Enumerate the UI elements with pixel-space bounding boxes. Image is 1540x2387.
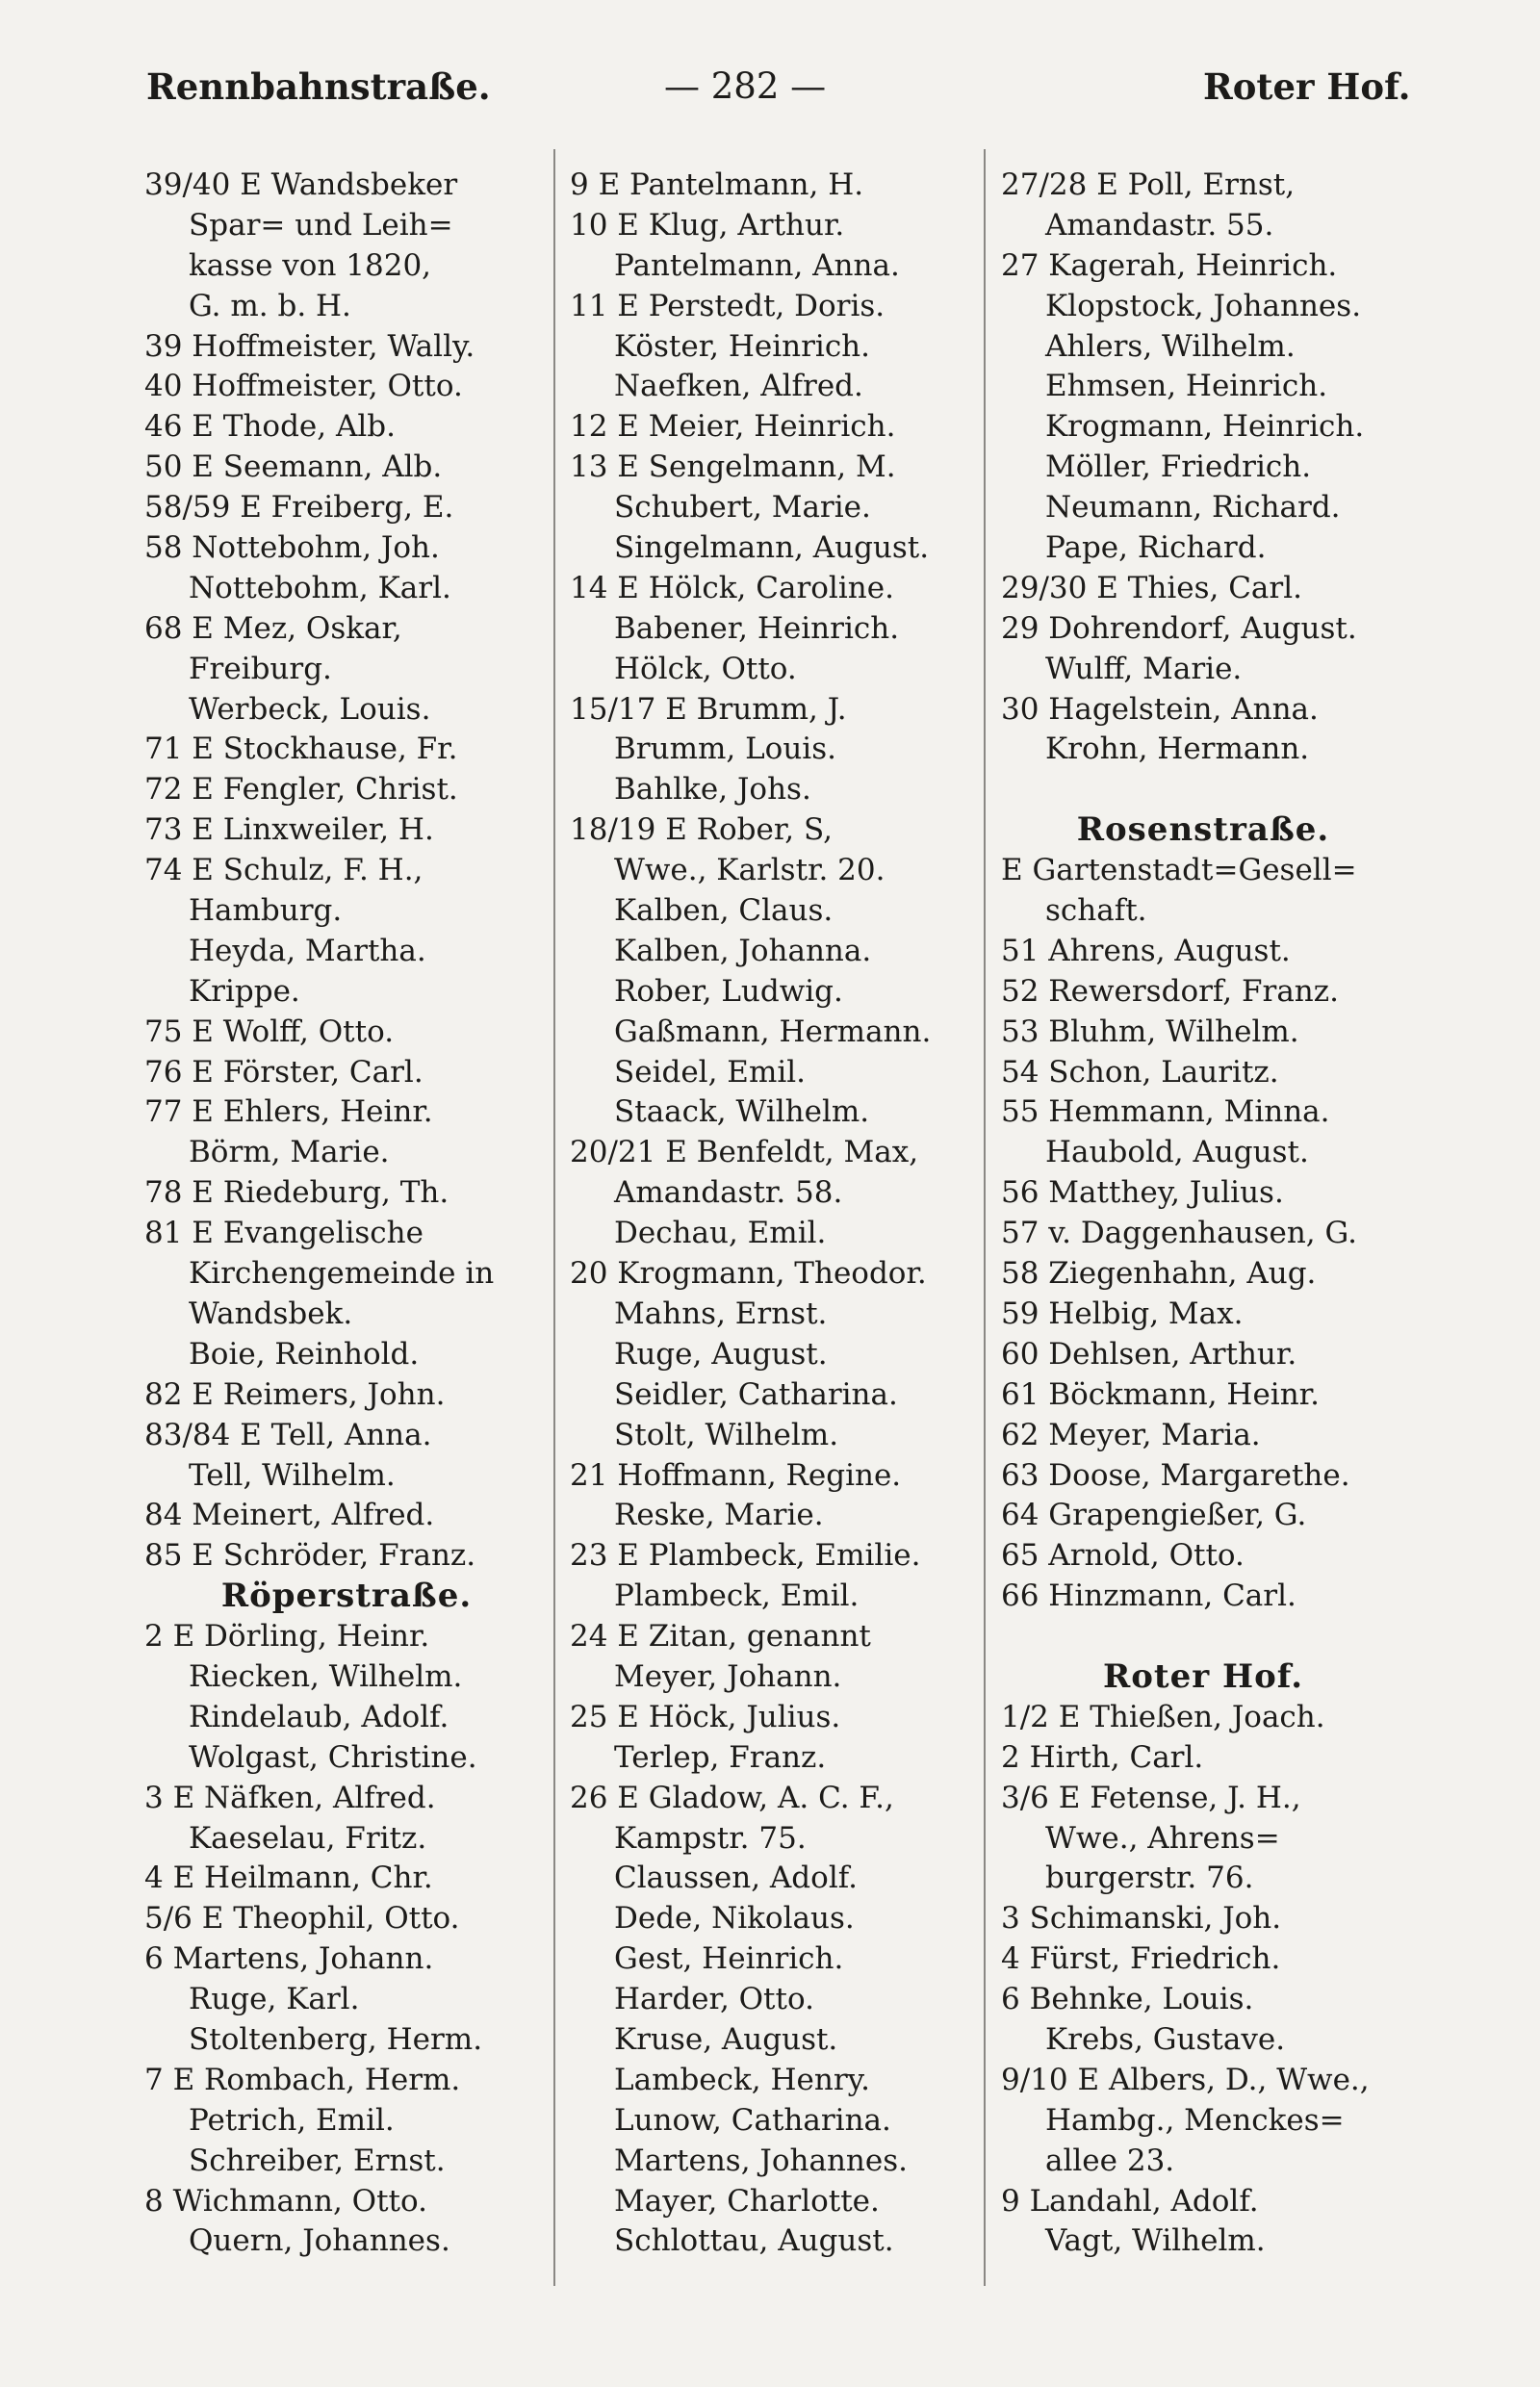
directory-entry: 54 Schon, Lauritz.	[1001, 1054, 1279, 1090]
directory-entry: 58/59 E Freiberg, E.	[144, 490, 454, 526]
directory-entry: 1/2 E Thießen, Joach.	[1001, 1699, 1325, 1734]
directory-entry: 21 Hoffmann, Regine.	[570, 1457, 902, 1493]
directory-entry: burgerstr. 76.	[1045, 1861, 1254, 1896]
directory-entry: 29 Dohrendorf, August.	[1001, 610, 1357, 646]
directory-entry: 78 E Riedeburg, Th.	[144, 1175, 449, 1211]
directory-entry: 6 Behnke, Louis.	[1001, 1982, 1254, 2017]
directory-entry: Hölck, Otto.	[614, 651, 797, 686]
directory-entry: 39 Hoffmeister, Wally.	[144, 328, 475, 364]
directory-entry: 84 Meinert, Alfred.	[144, 1498, 435, 1533]
directory-entry: Meyer, Johann.	[614, 1658, 842, 1694]
spacer	[1001, 1617, 1405, 1657]
directory-entry: Köster, Heinrich.	[614, 328, 870, 364]
directory-entry: 50 E Seemann, Alb.	[144, 449, 443, 485]
directory-entry: Wolgast, Christine.	[189, 1739, 477, 1775]
directory-entry: 9 E Pantelmann, H.	[570, 167, 864, 202]
directory-entry: Stoltenberg, Herm.	[189, 2021, 483, 2057]
directory-entry: Seidler, Catharina.	[614, 1376, 898, 1412]
directory-entry: 3 Schimanski, Joh.	[1001, 1901, 1282, 1937]
directory-entry: 9 Landahl, Adolf.	[1001, 2183, 1259, 2219]
directory-entry: 60 Dehlsen, Arthur.	[1001, 1336, 1297, 1372]
directory-entry: Tell, Wilhelm.	[189, 1457, 396, 1493]
running-head-right: Roter Hof.	[1203, 65, 1411, 108]
directory-entry: Boie, Reinhold.	[189, 1336, 420, 1372]
directory-entry: 68 E Mez, Oskar,	[144, 610, 402, 646]
directory-entry: 59 Helbig, Max.	[1001, 1296, 1244, 1331]
directory-entry: 5/6 E Theophil, Otto.	[144, 1901, 460, 1937]
street-heading: Röperstraße.	[220, 1577, 473, 1616]
directory-entry: 57 v. Daggenhausen, G.	[1001, 1216, 1358, 1251]
directory-entry: 76 E Förster, Carl.	[144, 1054, 424, 1090]
directory-entry: 10 E Klug, Arthur.	[570, 207, 845, 243]
directory-entry: 4 E Heilmann, Chr.	[144, 1861, 433, 1896]
directory-entry: 6 Martens, Johann.	[144, 1941, 434, 1977]
directory-entry: 23 E Plambeck, Emilie.	[570, 1538, 921, 1574]
running-head-left: Rennbahnstraße.	[146, 65, 491, 108]
directory-entry: 53 Bluhm, Wilhelm.	[1001, 1014, 1299, 1049]
directory-entry: 4 Fürst, Friedrich.	[1001, 1941, 1281, 1977]
directory-entry: Brumm, Louis.	[614, 732, 836, 767]
directory-entry: Harder, Otto.	[614, 1982, 814, 2017]
directory-entry: Mahns, Ernst.	[614, 1296, 828, 1331]
directory-entry: Kirchengemeinde in	[189, 1256, 495, 1292]
directory-entry: Krippe.	[189, 973, 300, 1009]
directory-entry: Quern, Johannes.	[189, 2223, 450, 2259]
directory-column-1	[144, 166, 549, 2262]
directory-entry: Kalben, Johanna.	[614, 933, 872, 968]
directory-entry: 81 E Evangelische	[144, 1216, 424, 1251]
directory-entry: 73 E Linxweiler, H.	[144, 812, 434, 848]
directory-column-2	[570, 166, 974, 2262]
directory-entry: Singelmann, August.	[614, 530, 930, 566]
directory-entry: Lambeck, Henry.	[614, 2062, 870, 2097]
directory-entry: 74 E Schulz, F. H.,	[144, 853, 424, 888]
directory-entry: Werbeck, Louis.	[189, 691, 431, 727]
directory-entry: 77 E Ehlers, Heinr.	[144, 1094, 433, 1130]
directory-entry: Terlep, Franz.	[614, 1739, 827, 1775]
directory-entry: Pape, Richard.	[1045, 530, 1267, 566]
directory-entry: schaft.	[1045, 893, 1147, 929]
directory-entry: Neumann, Richard.	[1045, 490, 1341, 526]
directory-entry: Wwe., Karlstr. 20.	[614, 853, 886, 888]
directory-entry: 82 E Reimers, John.	[144, 1376, 446, 1412]
directory-entry: Schlottau, August.	[614, 2223, 894, 2259]
page-header	[0, 65, 1540, 116]
directory-entry: Wwe., Ahrens=	[1045, 1820, 1280, 1856]
directory-entry: Nottebohm, Karl.	[189, 570, 451, 605]
directory-column-3	[1001, 166, 1405, 2262]
directory-entry: 39/40 E Wandsbeker	[144, 167, 458, 202]
directory-entry: Amandastr. 58.	[614, 1175, 843, 1211]
directory-entry: 51 Ahrens, August.	[1001, 933, 1291, 968]
directory-entry: 20 Krogmann, Theodor.	[570, 1256, 927, 1292]
directory-entry: 14 E Hölck, Caroline.	[570, 570, 894, 605]
directory-entry: Reske, Marie.	[614, 1498, 824, 1533]
directory-entry: Krebs, Gustave.	[1045, 2021, 1286, 2057]
page-number: — 282 —	[664, 65, 827, 107]
column-divider	[553, 149, 555, 2286]
directory-entry: Ruge, Karl.	[189, 1982, 360, 2017]
directory-entry: 20/21 E Benfeldt, Max,	[570, 1135, 919, 1170]
directory-entry: Krogmann, Heinrich.	[1045, 409, 1365, 445]
directory-entry: Pantelmann, Anna.	[614, 247, 900, 283]
directory-entry: Kalben, Claus.	[614, 893, 834, 929]
directory-entry: 83/84 E Tell, Anna.	[144, 1417, 432, 1452]
directory-entry: Heyda, Martha.	[189, 933, 426, 968]
directory-entry: 13 E Sengelmann, M.	[570, 449, 896, 485]
directory-entry: Ruge, August.	[614, 1336, 828, 1372]
directory-entry: Schubert, Marie.	[614, 490, 871, 526]
directory-entry: 56 Matthey, Julius.	[1001, 1175, 1284, 1211]
directory-entry: Vagt, Wilhelm.	[1045, 2223, 1266, 2259]
directory-entry: Naefken, Alfred.	[614, 369, 863, 404]
directory-entry: 8 Wichmann, Otto.	[144, 2183, 427, 2219]
directory-entry: Hambg., Menckes=	[1045, 2102, 1345, 2138]
directory-entry: Dede, Nikolaus.	[614, 1901, 855, 1937]
directory-entry: 58 Nottebohm, Joh.	[144, 530, 440, 566]
spacer	[1001, 770, 1405, 810]
directory-entry: 71 E Stockhause, Fr.	[144, 732, 458, 767]
directory-entry: 26 E Gladow, A. C. F.,	[570, 1780, 894, 1815]
directory-entry: Krohn, Hermann.	[1045, 732, 1310, 767]
directory-entry: 61 Böckmann, Heinr.	[1001, 1376, 1320, 1412]
directory-entry: 64 Grapengießer, G.	[1001, 1498, 1307, 1533]
directory-entry: 2 E Dörling, Heinr.	[144, 1619, 430, 1655]
directory-entry: Amandastr. 55.	[1045, 207, 1274, 243]
directory-entry: Ahlers, Wilhelm.	[1045, 328, 1296, 364]
directory-entry: 62 Meyer, Maria.	[1001, 1417, 1261, 1452]
directory-entry: Wandsbek.	[189, 1296, 353, 1331]
directory-entry: allee 23.	[1045, 2143, 1175, 2178]
directory-entry: Babener, Heinrich.	[614, 610, 900, 646]
directory-entry: Bahlke, Johs.	[614, 772, 811, 808]
directory-entry: Kaeselau, Fritz.	[189, 1820, 427, 1856]
directory-entry: 46 E Thode, Alb.	[144, 409, 396, 445]
street-heading: Roter Hof.	[1102, 1656, 1304, 1696]
directory-entry: Haubold, August.	[1045, 1135, 1309, 1170]
directory-entry: Lunow, Catharina.	[614, 2102, 891, 2138]
directory-entry: 85 E Schröder, Franz.	[144, 1538, 476, 1574]
directory-entry: 27/28 E Poll, Ernst,	[1001, 167, 1296, 202]
directory-entry: 52 Rewersdorf, Franz.	[1001, 973, 1339, 1009]
directory-entry: 15/17 E Brumm, J.	[570, 691, 847, 727]
directory-entry: 25 E Höck, Julius.	[570, 1699, 841, 1734]
directory-entry: Wulff, Marie.	[1045, 651, 1243, 686]
directory-entry: Klopstock, Johannes.	[1045, 288, 1362, 323]
directory-entry: 3 E Näfken, Alfred.	[144, 1780, 436, 1815]
directory-entry: G. m. b. H.	[189, 288, 351, 323]
directory-entry: Schreiber, Ernst.	[189, 2143, 446, 2178]
directory-entry: 75 E Wolff, Otto.	[144, 1014, 395, 1049]
directory-entry: Petrich, Emil.	[189, 2102, 395, 2138]
directory-entry: Möller, Friedrich.	[1045, 449, 1312, 485]
directory-entry: 63 Doose, Margarethe.	[1001, 1457, 1350, 1493]
directory-entry: Mayer, Charlotte.	[614, 2183, 880, 2219]
directory-entry: Gest, Heinrich.	[614, 1941, 844, 1977]
directory-entry: kasse von 1820,	[189, 247, 432, 283]
directory-entry: Ehmsen, Heinrich.	[1045, 369, 1328, 404]
directory-entry: Rober, Ludwig.	[614, 973, 843, 1009]
directory-entry: Seidel, Emil.	[614, 1054, 807, 1090]
directory-entry: 7 E Rombach, Herm.	[144, 2062, 461, 2097]
directory-entry: E Gartenstadt=Gesell=	[1001, 853, 1357, 888]
directory-entry: Stolt, Wilhelm.	[614, 1417, 839, 1452]
directory-entry: 72 E Fengler, Christ.	[144, 772, 458, 808]
directory-entry: Kampstr. 75.	[614, 1820, 807, 1856]
directory-entry: Hamburg.	[189, 893, 343, 929]
directory-entry: 29/30 E Thies, Carl.	[1001, 570, 1302, 605]
directory-entry: 24 E Zitan, genannt	[570, 1619, 871, 1655]
directory-entry: Freiburg.	[189, 651, 332, 686]
directory-entry: 11 E Perstedt, Doris.	[570, 288, 886, 323]
directory-entry: 55 Hemmann, Minna.	[1001, 1094, 1330, 1130]
directory-entry: 58 Ziegenhahn, Aug.	[1001, 1256, 1317, 1292]
directory-entry: Spar= und Leih=	[189, 207, 453, 243]
street-heading: Rosenstraße.	[1076, 810, 1330, 850]
directory-entry: 40 Hoffmeister, Otto.	[144, 369, 463, 404]
directory-entry: Staack, Wilhelm.	[614, 1094, 870, 1130]
directory-entry: 65 Arnold, Otto.	[1001, 1538, 1245, 1574]
directory-entry: Börm, Marie.	[189, 1135, 390, 1170]
directory-entry: 30 Hagelstein, Anna.	[1001, 691, 1319, 727]
directory-entry: Claussen, Adolf.	[614, 1861, 858, 1896]
directory-entry: 18/19 E Rober, S,	[570, 812, 833, 848]
directory-entry: 12 E Meier, Heinrich.	[570, 409, 896, 445]
column-divider	[984, 149, 986, 2286]
directory-entry: Riecken, Wilhelm.	[189, 1658, 463, 1694]
directory-entry: Dechau, Emil.	[614, 1216, 827, 1251]
directory-entry: 9/10 E Albers, D., Wwe.,	[1001, 2062, 1370, 2097]
directory-entry: Kruse, August.	[614, 2021, 838, 2057]
directory-entry: Martens, Johannes.	[614, 2143, 909, 2178]
directory-entry: Plambeck, Emil.	[614, 1578, 860, 1614]
directory-entry: Gaßmann, Hermann.	[614, 1014, 932, 1049]
directory-entry: 27 Kagerah, Heinrich.	[1001, 247, 1338, 283]
directory-entry: Rindelaub, Adolf.	[189, 1699, 449, 1734]
directory-entry: 2 Hirth, Carl.	[1001, 1739, 1204, 1775]
directory-entry: 66 Hinzmann, Carl.	[1001, 1578, 1296, 1614]
directory-entry: 3/6 E Fetense, J. H.,	[1001, 1780, 1301, 1815]
